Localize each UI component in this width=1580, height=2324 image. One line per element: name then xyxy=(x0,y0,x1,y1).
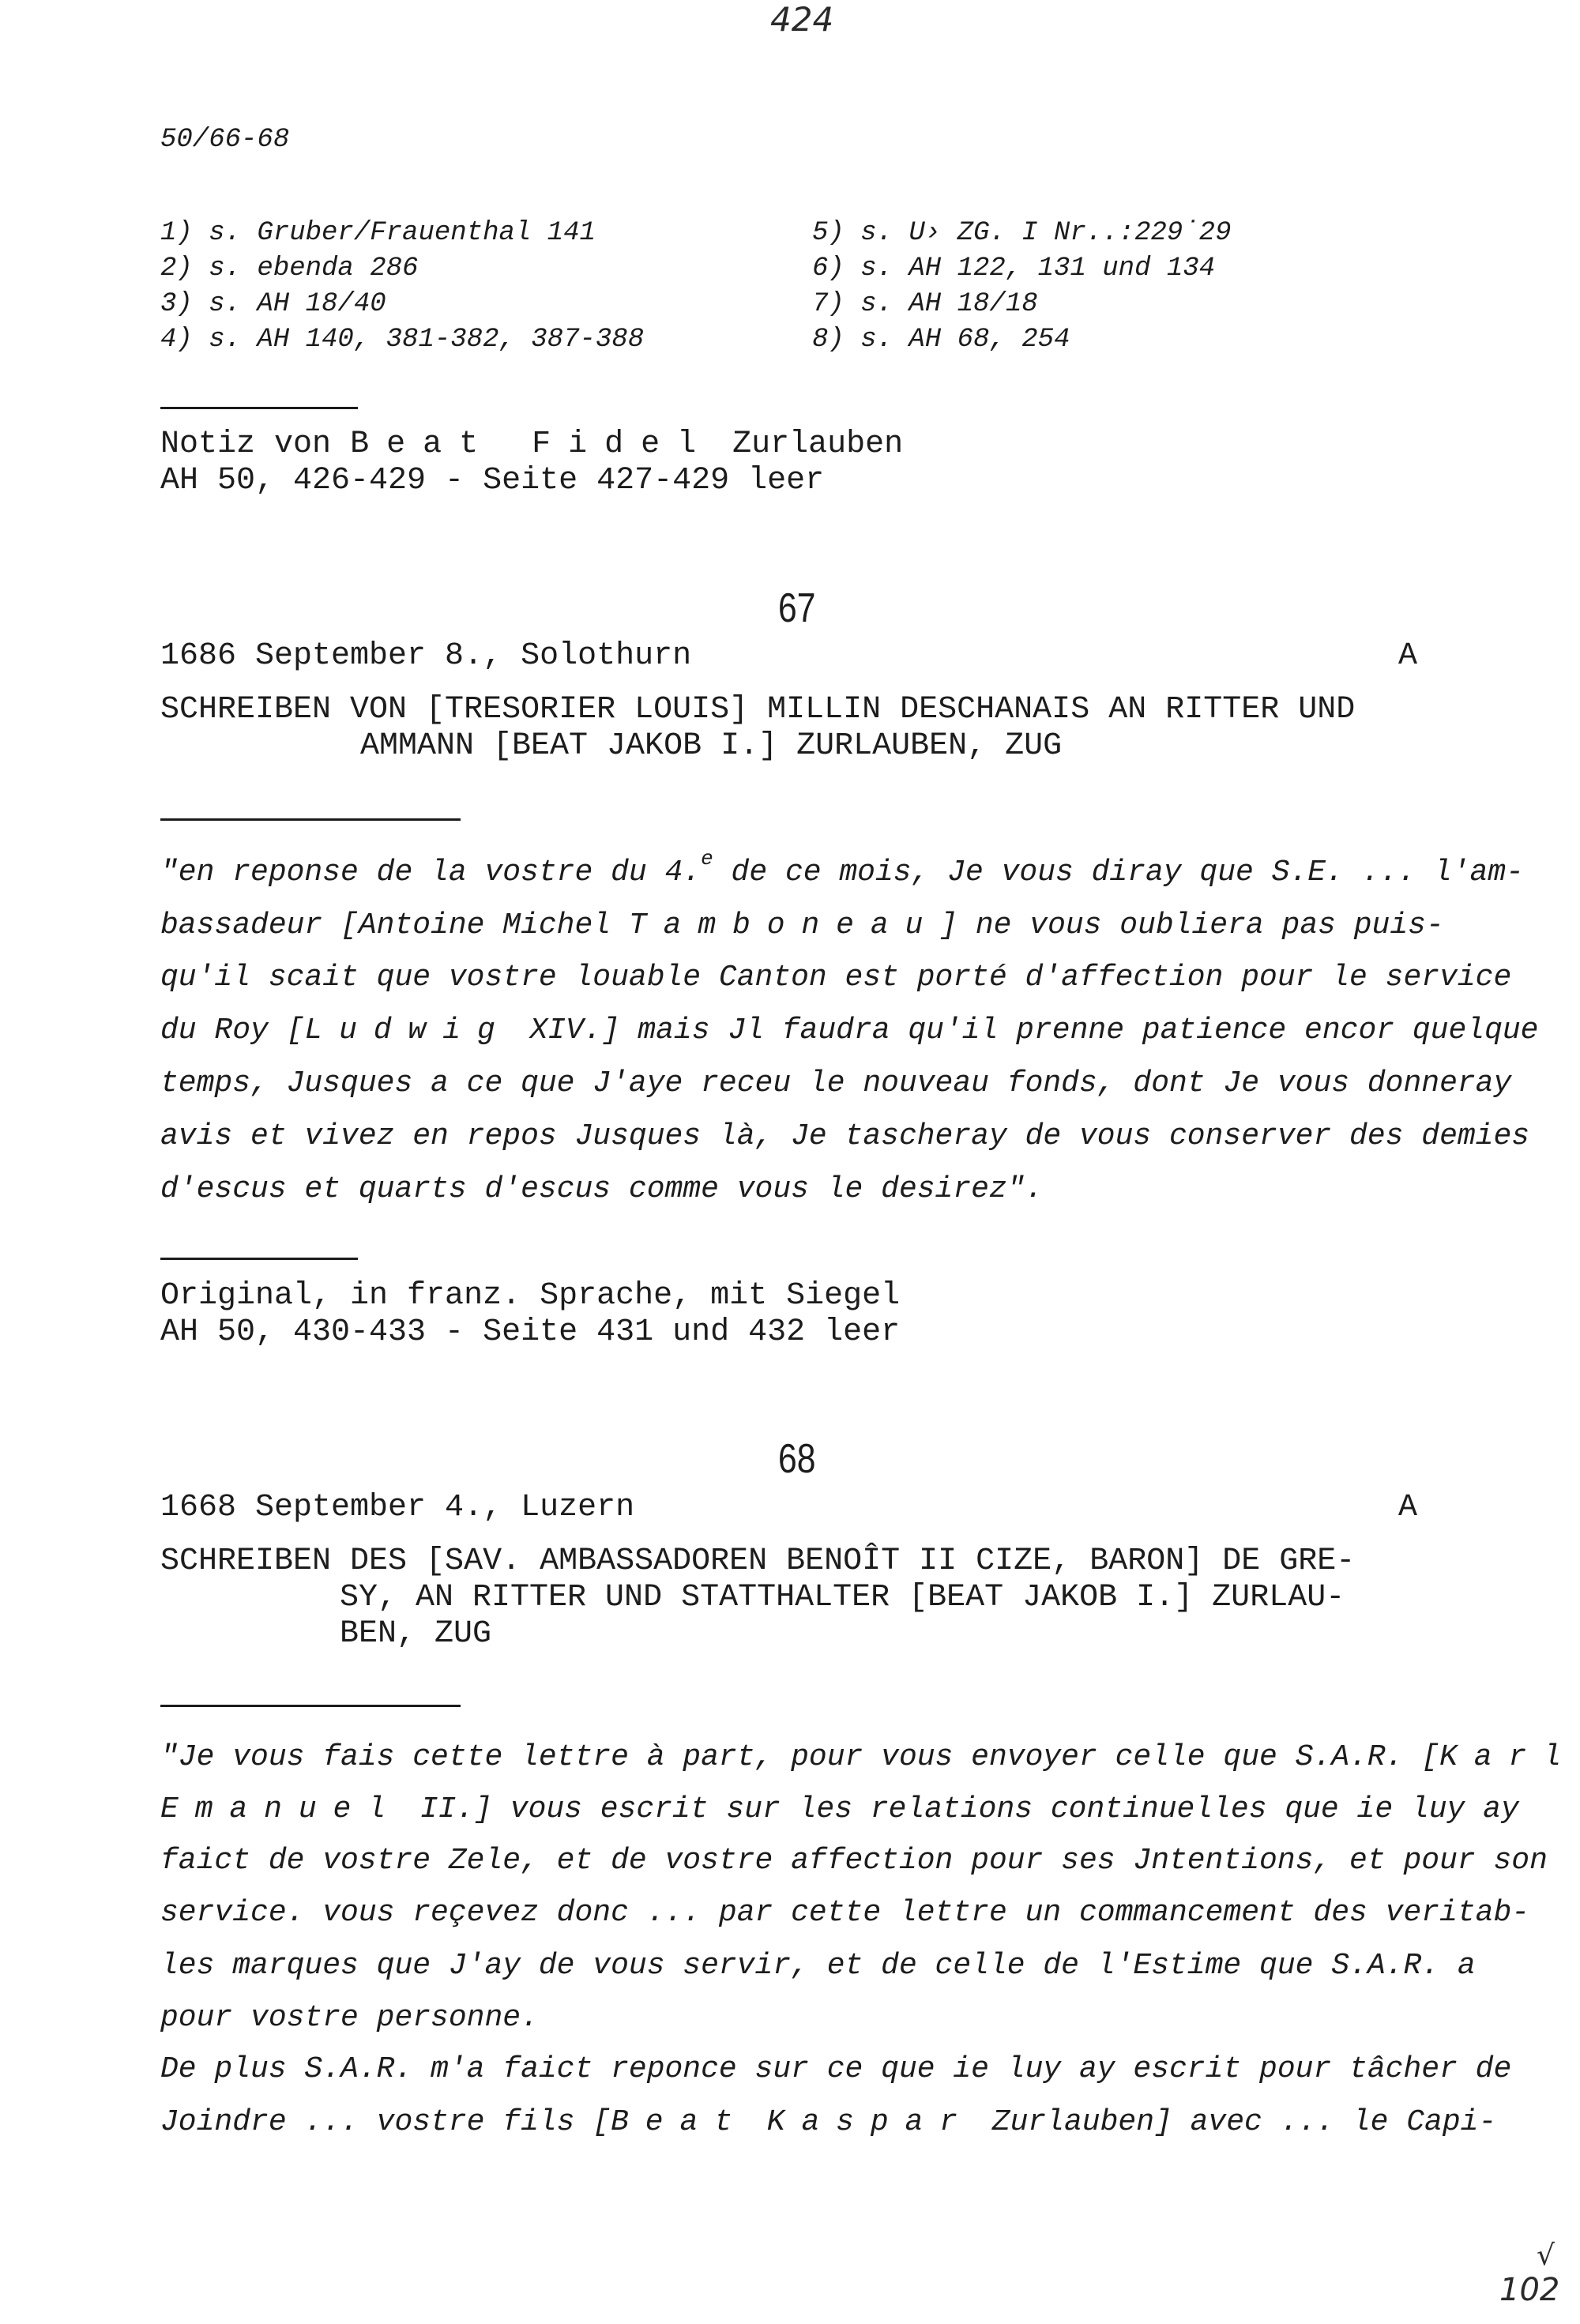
document-number: 67 xyxy=(778,585,816,631)
reference-header: 50/66-68 xyxy=(160,125,290,155)
footnote: 3) s. AH 18/40 xyxy=(160,289,386,319)
original-mark: A xyxy=(1398,638,1418,674)
quote-line: avis et vivez en repos Jusques là, Je tascheray de vous conserver des demies xyxy=(160,1119,1530,1153)
document-title-line: SCHREIBEN VON [TRESORIER LOUIS] MILLIN DESCHANAIS AN RITTER UND xyxy=(160,692,1356,728)
footnote: 7) s. AH 18/18 xyxy=(812,289,1038,319)
document-title-line: SCHREIBEN DES [SAV. AMBASSADOREN BENOÎT II CIZE, BARON] DE GRE- xyxy=(160,1544,1356,1579)
date-place: 1668 September 4., Luzern xyxy=(160,1490,635,1525)
note-name-rest: Zurlauben xyxy=(732,427,904,462)
source-line: Original, in franz. Sprache, mit Siegel xyxy=(160,1278,901,1314)
note-line-1 xyxy=(160,427,903,462)
note-name-spaced: Beat Fidel xyxy=(350,427,714,462)
footnote: 5) s. U› ZG. I Nr..:229˙29 xyxy=(812,218,1232,248)
divider xyxy=(160,1705,461,1707)
check-mark: √ xyxy=(1537,2239,1555,2272)
quote-line: Joindre ... vostre fils [Beat Kaspar Zurlauben] avec ... le Capi- xyxy=(160,2105,1497,2139)
quote-line: faict de vostre Zele, et de vostre affection pour ses Jntentions, et pour son xyxy=(160,1844,1548,1878)
note-line-2: AH 50, 426-429 - Seite 427-429 leer xyxy=(160,463,825,498)
original-mark: A xyxy=(1398,1490,1418,1525)
footnote: 6) s. AH 122, 131 und 134 xyxy=(812,254,1216,284)
page-number: 424 xyxy=(770,0,834,39)
divider xyxy=(160,407,358,409)
quote-line: temps, Jusques a ce que J'aye receu le nouveau fonds, dont Je vous donneray xyxy=(160,1066,1512,1100)
divider xyxy=(160,818,461,821)
margin-page-number: 102 xyxy=(1499,2272,1560,2308)
document-number: 68 xyxy=(778,1436,816,1482)
date-place: 1686 September 8., Solothurn xyxy=(160,638,692,674)
footnote: 2) s. ebenda 286 xyxy=(160,254,419,284)
quote-line: service. vous reçevez donc ... par cette lettre un commancement des veritab- xyxy=(160,1896,1530,1930)
footnote: 1) s. Gruber/Frauenthal 141 xyxy=(160,218,596,248)
document-title-line: SY, AN RITTER UND STATTHALTER [BEAT JAKOB I.] ZURLAU- xyxy=(340,1580,1345,1615)
note-prefix: Notiz von xyxy=(160,427,332,462)
quote-line: du Roy [Ludwig XIV.] mais Jl faudra qu'il prenne patience encor quelque xyxy=(160,1013,1539,1047)
document-title-line: BEN, ZUG xyxy=(340,1616,492,1652)
source-line: AH 50, 430-433 - Seite 431 und 432 leer xyxy=(160,1314,901,1350)
quote-line: De plus S.A.R. m'a faict reponce sur ce que ie luy ay escrit pour tâcher de xyxy=(160,2052,1512,2086)
quote-line: bassadeur [Antoine Michel Tamboneau] ne vous oubliera pas puis- xyxy=(160,908,1444,942)
document-title-line: AMMANN [BEAT JAKOB I.] ZURLAUBEN, ZUG xyxy=(360,728,1063,764)
divider xyxy=(160,1258,358,1260)
quote-line: qu'il scait que vostre louable Canton est porté d'affection pour le service xyxy=(160,961,1512,995)
quote-line: "Je vous fais cette lettre à part, pour vous envoyer celle que S.A.R. [Karl xyxy=(160,1740,1578,1774)
quote-line: pour vostre personne. xyxy=(160,2001,539,2035)
footnote: 8) s. AH 68, 254 xyxy=(812,325,1070,355)
quote-line: les marques que J'ay de vous servir, et de celle de l'Estime que S.A.R. a xyxy=(160,1949,1476,1983)
quote-line: d'escus et quarts d'escus comme vous le desirez". xyxy=(160,1172,1044,1206)
quote-line: Emanuel II.] vous escrit sur les relations continuelles que ie luy ay xyxy=(160,1792,1519,1826)
footnote: 4) s. AH 140, 381-382, 387-388 xyxy=(160,325,645,355)
quote-line: "en reponse de la vostre du 4.$^e$ de ce mois, Je vous diray que S.E. ... l'am- xyxy=(160,847,1524,889)
